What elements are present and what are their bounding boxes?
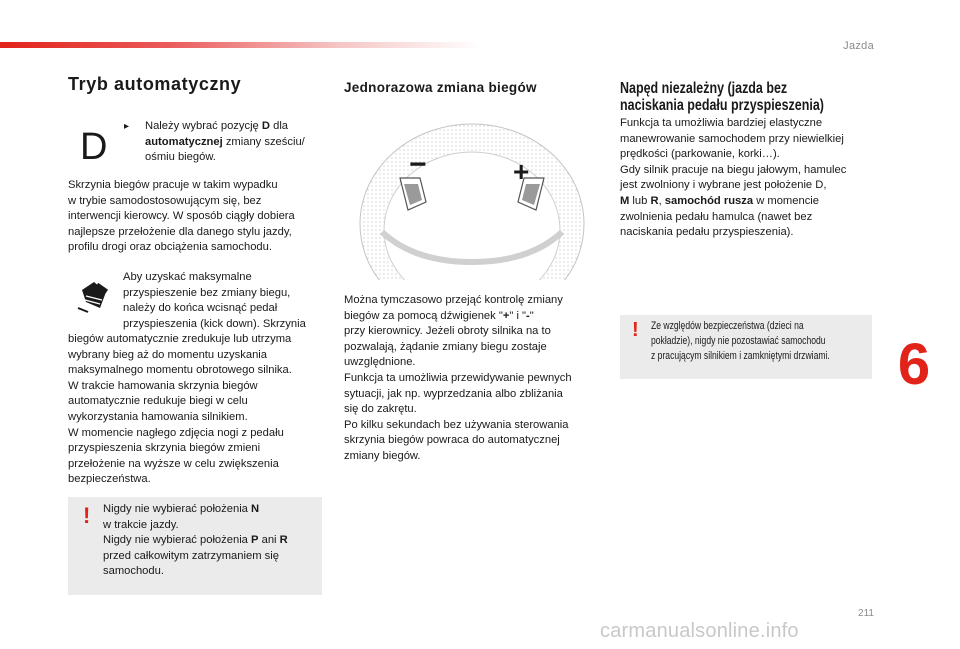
foot-pedal-icon <box>76 278 112 314</box>
automatic-description-paragraph: Skrzynia biegów pracuje w takim wypadku w trybie samodostosowującym się, bez interwencji kierowcy. W sposób ciągły dobiera najlepsze przełożenie dla danego stylu jazdy, profilu drogi oraz obciążenia samochodu. <box>68 179 295 254</box>
header-accent-bar <box>0 42 480 48</box>
warning-text-safety: Ze względów bezpieczeństwa (dzieci na pokładzie), nigdy nie pozostawiać samochodu z pracującym silnikiem i zamkniętymi drzwiami. <box>651 320 830 362</box>
independent-drive-paragraph: Funkcja ta umożliwia bardziej elastyczne manewrowanie samochodem przy niewielkiej prędkości (parkowanie, korki…). Gdy silnik pracuje na biegu jałowym, hamulec jest zwolniony i wybrane jest położenie D, M lub R, samochód rusza w momencie zwolnienia pedału hamulca (nawet bez naciskania pedału przyspieszenia). <box>620 117 847 239</box>
warning-exclamation-icon: ! <box>83 503 91 528</box>
chapter-label: Jazda <box>843 40 874 52</box>
select-d-instruction: Należy wybrać pozycję D dla automatycznej zmiany sześciu/ ośmiu biegów. <box>145 120 305 164</box>
warning-text-gear-selection: Nigdy nie wybierać położenia N w trakcie jazdy. Nigdy nie wybierać położenia P ani R przed całkowitym zatrzymaniem się samochodu. <box>103 503 288 578</box>
paddle-minus-symbol: − <box>409 148 427 181</box>
section-title-automatic-mode: Tryb automatyczny <box>68 74 242 94</box>
kickdown-paragraph-body: biegów automatycznie zredukuje lub utrzyma wybrany bieg aż do momentu uzyskania maksymalnego momentu obrotowego silnika. W trakcie hamowania skrzynia biegów automatycznie redukuje biegi w celu wykorzystania hamowania silnikiem. W momencie nagłego zdjęcia nogi z pedału przyspieszenia skrzynia biegów zmieni przełożenie na wyższe w celu zwiększenia bezpieczeństwa. <box>68 333 292 486</box>
bullet-arrow-icon: ▸ <box>124 121 130 132</box>
page-number: 211 <box>858 608 874 619</box>
watermark-text: carmanualsonline.info <box>600 620 799 642</box>
kickdown-paragraph-intro: Aby uzyskać maksymalne przyspieszenie bez zmiany biegu, należy do końca wcisnąć pedał przyspieszenia (kick down). Skrzynia <box>123 271 306 330</box>
gear-d-symbol: D <box>80 126 108 168</box>
section-title-manual-shift: Jednorazowa zmiana biegów <box>344 80 537 95</box>
warning-exclamation-icon: ! <box>632 319 639 341</box>
paddle-plus-symbol: + <box>513 156 530 187</box>
chapter-number-tab: 6 <box>897 332 931 397</box>
steering-wheel-paddles-illustration <box>354 112 590 284</box>
manual-shift-paragraph: Można tymczasowo przejąć kontrolę zmiany biegów za pomocą dźwigienek "+" i "-" przy kierownicy. Jeżeli obroty silnika na to pozwalają, żądanie zmiany biegu zostaje uwzględnione. Funkcja ta umożliwia przewidywanie pewnych sytuacji, jak np. wyprzedzania albo zbliżania się do zakrętu. Po kilku sekundach bez używania sterowania skrzynia biegów powraca do automatycznej zmiany biegów. <box>344 294 572 462</box>
section-title-independent-drive: Napęd niezależny (jazda bez naciskania pedału przyspieszenia) <box>620 80 824 114</box>
